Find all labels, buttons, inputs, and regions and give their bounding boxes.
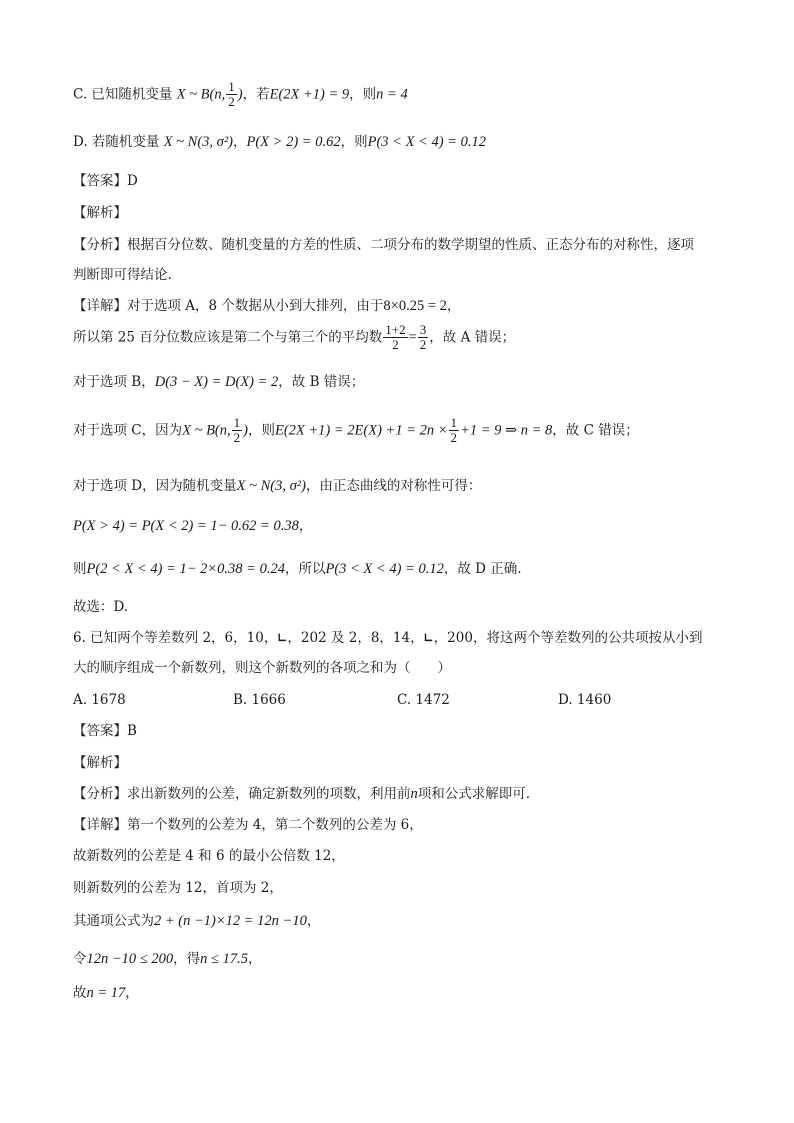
fraction — [418, 323, 429, 353]
math: n — [410, 786, 418, 802]
text: 则 — [73, 561, 87, 577]
text: ，由正态曲线的对称性可得： — [305, 478, 482, 494]
text: C. 已知随机变量 — [73, 86, 173, 103]
text: ， — [306, 913, 321, 929]
math: X ~ B(n, — [176, 86, 226, 103]
text: ，所以 — [284, 561, 326, 577]
denominator: 2 — [419, 337, 427, 353]
math: 12n −10 ≤ 200 — [86, 951, 174, 967]
analysis-label: 【解析】 — [73, 755, 127, 771]
text: ，故 C 错误； — [552, 422, 639, 439]
detail-line-d3 — [73, 561, 522, 578]
option-c: C. 1472 — [397, 692, 450, 708]
math: X ~ B(n, — [182, 422, 231, 439]
math: ) — [237, 86, 243, 103]
denominator: 2 — [228, 94, 235, 110]
question-6-line-1 — [73, 630, 702, 646]
text: 对于选项 B， — [73, 374, 155, 390]
numerator: 1 — [233, 415, 241, 430]
math: P(X > 2) = 0.62 — [246, 134, 341, 150]
math: P(X > 4) = P(X < 2) = 1− 0.62 = 0.38 — [73, 518, 299, 534]
detail-line-d2 — [73, 518, 312, 535]
text: D. 若随机变量 — [73, 134, 160, 150]
option-d-line — [73, 134, 486, 151]
text: ， — [247, 951, 262, 967]
text: 【详解】对于选项 A，8 个数据从小到大排列，由于 — [73, 298, 384, 314]
text: ，故 D 正确. — [443, 561, 522, 577]
fraction — [383, 323, 407, 353]
math: P(3 < X < 4) = 0.12 — [325, 561, 444, 577]
text: 所以第 25 百分位数应该是第二个与第三个的平均数 — [73, 329, 383, 346]
text: ，则 — [340, 134, 368, 150]
option-b: B. 1666 — [233, 692, 286, 708]
detail-line-a — [73, 298, 460, 315]
math: 2 + (n −1)×12 = 12n −10 — [154, 913, 307, 929]
numerator: 1+2 — [385, 322, 406, 337]
math: X ~ N(3, σ²) — [163, 134, 234, 150]
text: ， — [125, 985, 139, 1001]
option-c-line — [73, 80, 408, 110]
question-6-line-2: 大的顺序组成一个新数列，则这个新数列的各项之和为（ ） — [73, 660, 451, 676]
equals: = — [408, 329, 417, 346]
text: ，若 — [242, 86, 270, 103]
text: 项和公式求解即可. — [417, 786, 531, 802]
detail-text: 【详解】第一个数列的公差为 4，第二个数列的公差为 6， — [73, 817, 423, 833]
text: 故 — [73, 985, 87, 1001]
analysis-text: 【分析】根据百分位数、随机变量的方差的性质、二项分布的数学期望的性质、正态分布的对称性，逐项 — [73, 237, 694, 253]
analysis-text-cont: 判断即可得结论. — [73, 267, 172, 283]
denominator: 2 — [450, 430, 458, 446]
math: ) — [243, 422, 248, 439]
detail-result-line — [73, 985, 139, 1002]
math: E(2X +1) = 9 — [269, 86, 350, 103]
choice-line: 故选：D. — [73, 599, 129, 615]
math: +1 = 9 ⇒ n = 8 — [460, 422, 553, 439]
text: ， — [233, 134, 247, 150]
denominator: 2 — [392, 337, 399, 353]
math: E(2X +1) = 2E(X) +1 = 2n × — [274, 422, 448, 439]
text: 对于选项 D，因为随机变量 — [73, 478, 237, 494]
fraction — [226, 80, 237, 110]
math: P(2 < X < 4) = 1− 2×0.38 = 0.24 — [86, 561, 285, 577]
text: ，得 — [173, 951, 201, 967]
detail-line-c — [73, 416, 639, 446]
denominator: 2 — [233, 430, 241, 446]
analysis-text — [73, 786, 530, 803]
math: n ≤ 17.5 — [200, 951, 248, 967]
math: n = 4 — [376, 86, 408, 103]
answer-label: 【答案】B — [73, 723, 137, 739]
text: 对于选项 C，因为 — [73, 422, 183, 439]
text: ，则 — [247, 422, 275, 439]
detail-text: 则新数列的公差为 12，首项为 2， — [73, 880, 283, 896]
ellipsis-symbol: ∟ — [423, 631, 434, 645]
detail-line-b — [73, 374, 364, 391]
answer-label: 【答案】D — [73, 173, 138, 189]
analysis-label: 【解析】 — [73, 205, 127, 221]
detail-formula-line — [73, 913, 320, 930]
detail-line-a2 — [73, 323, 515, 353]
text: ，故 A 错误； — [429, 329, 516, 346]
text: 其通项公式为 — [73, 913, 154, 929]
math: D(3 − X) = D(X) = 2 — [154, 374, 279, 390]
numerator: 1 — [228, 79, 235, 94]
text: ， — [298, 518, 313, 534]
math: P(3 < X < 4) = 0.12 — [367, 134, 486, 150]
question-6-options — [73, 692, 713, 710]
text: 【分析】求出新数列的公差，确定新数列的项数，利用前 — [73, 786, 411, 802]
math: X ~ N(3, σ²) — [236, 478, 306, 494]
detail-text: 故新数列的公差是 4 和 6 的最小公倍数 12， — [73, 848, 345, 864]
detail-inequality-line — [73, 951, 261, 968]
text: ，202 及 2，8，14， — [287, 630, 424, 646]
text: 令 — [73, 951, 87, 967]
fraction — [449, 416, 460, 446]
text: ， — [446, 298, 461, 314]
detail-line-d — [73, 478, 481, 495]
option-a: A. 1678 — [73, 692, 126, 708]
math: 8×0.25 = 2 — [383, 298, 447, 314]
text: ，故 B 错误； — [278, 374, 365, 390]
math: n = 17 — [86, 985, 126, 1001]
option-d: D. 1460 — [558, 692, 612, 708]
numerator: 1 — [450, 415, 458, 430]
ellipsis-symbol: ∟ — [277, 631, 288, 645]
text: ，200，将这两个等差数列的公共项按从小到 — [433, 630, 703, 646]
text: ，则 — [349, 86, 377, 103]
text: 6. 已知两个等差数列 2，6，10， — [73, 630, 278, 646]
numerator: 3 — [419, 322, 427, 337]
fraction — [232, 416, 243, 446]
